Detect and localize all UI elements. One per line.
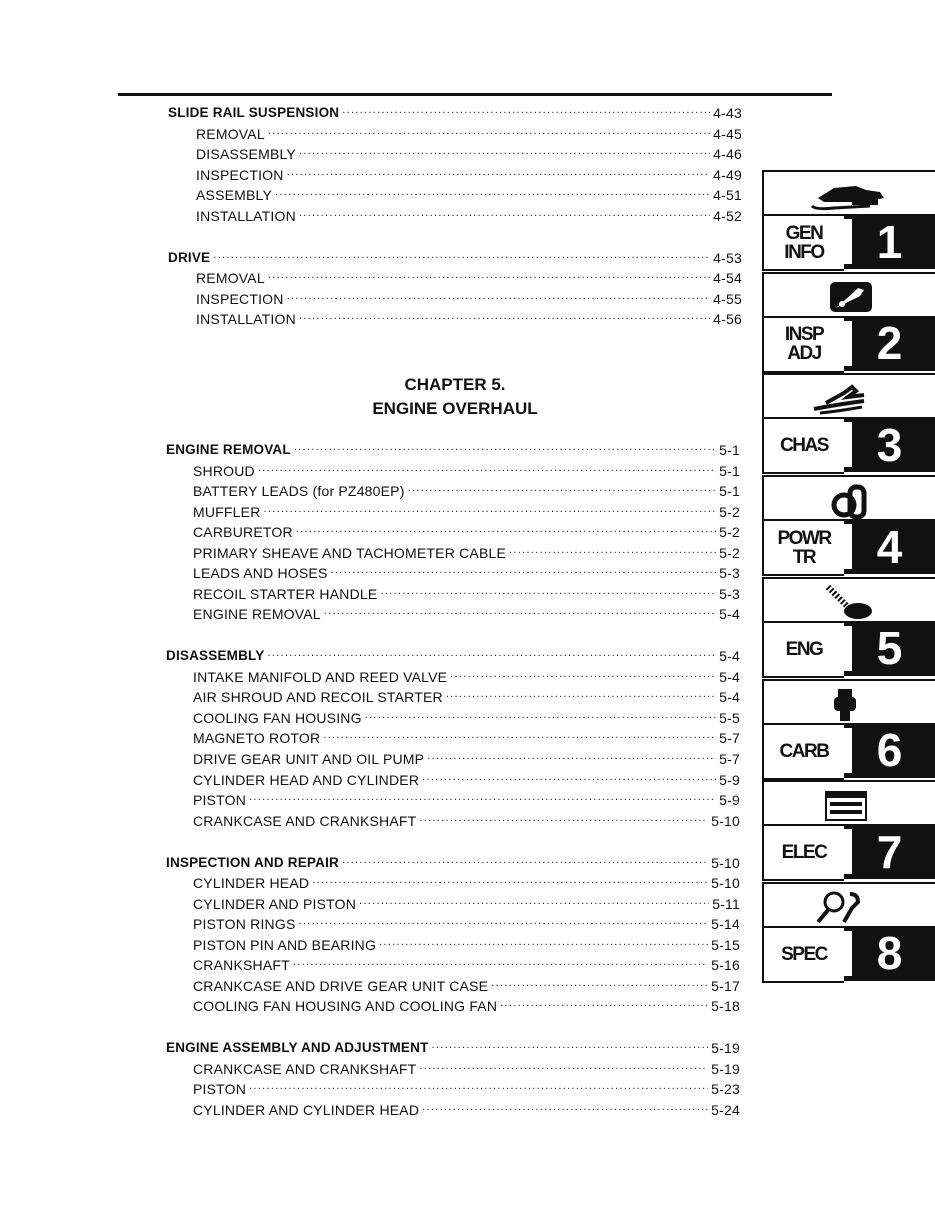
toc-entry-page: 4-46 bbox=[713, 146, 742, 163]
toc-entry-label: COOLING FAN HOUSING bbox=[193, 709, 362, 726]
toc-entry[interactable] bbox=[193, 462, 740, 480]
toc-entry[interactable] bbox=[193, 812, 740, 830]
toc-entry-label: CYLINDER HEAD bbox=[193, 875, 310, 892]
toc-entry-label: INSTALLATION bbox=[196, 311, 296, 328]
toc-entry-label: PISTON bbox=[193, 792, 247, 809]
chapter-tab-8[interactable] bbox=[762, 882, 935, 979]
tab-icon-box bbox=[762, 577, 935, 623]
dot-leader bbox=[427, 747, 716, 765]
tab-number: 2 bbox=[876, 317, 903, 370]
tab-label-line2: INFO bbox=[784, 241, 824, 263]
toc-entry-page: 5-2 bbox=[719, 524, 740, 541]
toc-entry-page: 5-4 bbox=[719, 689, 740, 706]
toc-entry[interactable] bbox=[196, 145, 742, 163]
tab-number-box bbox=[844, 417, 935, 472]
toc-entry[interactable] bbox=[193, 915, 740, 933]
dot-leader bbox=[509, 541, 716, 559]
toc-entry[interactable] bbox=[193, 977, 740, 995]
toc-entry[interactable] bbox=[193, 936, 740, 954]
toc-entry[interactable] bbox=[193, 1101, 740, 1119]
toc-entry-label: ENGINE REMOVAL bbox=[166, 442, 291, 457]
toc-entry-label: LEADS AND HOSES bbox=[193, 565, 328, 582]
dot-leader bbox=[324, 602, 716, 620]
dot-leader bbox=[419, 809, 708, 827]
chapter-tab-1[interactable] bbox=[762, 170, 935, 267]
toc-entry-label: CARBURETOR bbox=[193, 524, 293, 541]
dot-leader bbox=[296, 520, 716, 538]
tab-icon-box bbox=[762, 373, 935, 419]
tab-number-box bbox=[844, 824, 935, 879]
dot-leader bbox=[299, 912, 709, 930]
toc-entry-page: 4-45 bbox=[713, 125, 742, 142]
dot-leader bbox=[294, 438, 716, 456]
dot-leader bbox=[293, 953, 708, 971]
dot-leader bbox=[422, 768, 716, 786]
dot-leader bbox=[342, 101, 710, 119]
toc-entry[interactable] bbox=[193, 668, 740, 686]
tab-icon-box bbox=[762, 272, 935, 318]
dot-leader bbox=[323, 726, 716, 744]
tab-label bbox=[762, 316, 844, 373]
toc-entry-label: MAGNETO ROTOR bbox=[193, 730, 321, 747]
toc-entry[interactable] bbox=[196, 186, 742, 204]
tab-number: 4 bbox=[876, 520, 903, 573]
toc-entry-page: 5-7 bbox=[719, 730, 740, 747]
tab-icon-box bbox=[762, 475, 935, 521]
toc-entry-page: 5-1 bbox=[719, 462, 740, 479]
toc-entry-page: 5-3 bbox=[719, 585, 740, 602]
toc-entry-page: 5-9 bbox=[719, 771, 740, 788]
dot-leader bbox=[450, 665, 716, 683]
dot-leader bbox=[446, 685, 716, 703]
toc-entry-label: PISTON RINGS bbox=[193, 916, 296, 933]
dot-leader bbox=[342, 851, 708, 869]
tab-icon-box bbox=[762, 780, 935, 826]
dot-leader bbox=[365, 706, 716, 724]
toc-entry-label: INTAKE MANIFOLD AND REED VALVE bbox=[193, 668, 448, 685]
toc-entry[interactable] bbox=[196, 310, 742, 328]
dot-leader bbox=[299, 142, 710, 160]
tab-label-line1: ENG bbox=[785, 638, 823, 660]
toc-entry-page: 5-15 bbox=[711, 936, 740, 953]
toc-entry[interactable] bbox=[193, 750, 740, 768]
dot-leader bbox=[408, 479, 717, 497]
toc-entry-page: 5-5 bbox=[719, 709, 740, 726]
toc-entry-label: REMOVAL bbox=[196, 270, 265, 287]
toc-entry-page: 4-49 bbox=[713, 166, 742, 183]
tab-label-line1: POWR bbox=[777, 527, 831, 549]
toc-entry-page: 5-4 bbox=[719, 668, 740, 685]
toc-entry[interactable] bbox=[193, 523, 740, 541]
tab-number-box bbox=[844, 723, 935, 778]
dot-leader bbox=[258, 459, 716, 477]
toc-entry-label: INSPECTION bbox=[196, 166, 284, 183]
tab-label bbox=[762, 417, 844, 474]
toc-entry-label: DISASSEMBLY bbox=[166, 648, 265, 664]
toc-entry-page: 5-3 bbox=[719, 565, 740, 582]
chapter-tab-7[interactable] bbox=[762, 780, 935, 877]
toc-entry-label: CYLINDER AND CYLINDER HEAD bbox=[193, 1101, 420, 1118]
dot-leader bbox=[299, 204, 710, 222]
toc-entry-label: ENGINE REMOVAL bbox=[193, 606, 321, 623]
tab-number: 1 bbox=[876, 215, 903, 268]
toc-entry-page: 5-11 bbox=[712, 895, 740, 912]
toc-entry-label: RECOIL STARTER HANDLE bbox=[193, 585, 378, 602]
toc-entry-label: INSPECTION AND REPAIR bbox=[166, 854, 339, 870]
toc-entry[interactable] bbox=[193, 874, 740, 892]
toc-entry[interactable] bbox=[193, 956, 740, 974]
toc-entry-label: DRIVE bbox=[168, 249, 211, 265]
toc-entry[interactable] bbox=[193, 605, 740, 623]
dot-leader bbox=[268, 122, 710, 140]
toc-entry-label: CYLINDER AND PISTON bbox=[193, 895, 357, 912]
toc-entry[interactable] bbox=[193, 1060, 740, 1078]
toc-entry-label: CRANKSHAFT bbox=[193, 957, 290, 974]
toc-entry[interactable] bbox=[196, 290, 742, 308]
tab-number: 7 bbox=[876, 825, 903, 878]
toc-entry-label: CRANKCASE AND DRIVE GEAR UNIT CASE bbox=[193, 977, 489, 994]
toc-entry[interactable] bbox=[193, 709, 740, 727]
dot-leader bbox=[359, 892, 709, 910]
tab-label-line1: CHAS bbox=[780, 435, 828, 457]
toc-entry[interactable] bbox=[193, 729, 740, 747]
toc-entry-page: 5-24 bbox=[711, 1101, 740, 1118]
toc-entry[interactable] bbox=[193, 895, 740, 913]
toc-entry-label: SLIDE RAIL SUSPENSION bbox=[168, 105, 340, 120]
dot-leader bbox=[380, 582, 716, 600]
toc-entry-label: PISTON bbox=[193, 1081, 247, 1098]
chapter-tab-3[interactable] bbox=[762, 373, 935, 470]
toc-entry-page: 5-4 bbox=[719, 606, 740, 623]
toc-entry-page: 5-2 bbox=[719, 544, 740, 561]
toc-section-heading[interactable] bbox=[166, 647, 740, 665]
tab-icon-box bbox=[762, 170, 935, 216]
dot-leader bbox=[312, 871, 708, 889]
toc-entry-page: 4-43 bbox=[713, 105, 742, 121]
dot-leader bbox=[419, 1057, 708, 1075]
toc-entry-page: 5-14 bbox=[711, 916, 740, 933]
dot-leader bbox=[275, 183, 710, 201]
toc-section-heading[interactable] bbox=[166, 854, 740, 872]
toc-section-heading[interactable] bbox=[166, 441, 740, 459]
dot-leader bbox=[249, 788, 716, 806]
tab-label bbox=[762, 519, 844, 576]
toc-entry-page: 5-19 bbox=[711, 1040, 740, 1057]
toc-entry-page: 4-51 bbox=[713, 187, 742, 204]
toc-entry-label: CRANKCASE AND CRANKSHAFT bbox=[193, 1060, 417, 1077]
tab-number-box bbox=[844, 621, 935, 676]
tab-number-box bbox=[844, 316, 935, 371]
tab-label bbox=[762, 926, 844, 983]
toc-entry[interactable] bbox=[196, 166, 742, 184]
toc-entry-page: 5-19 bbox=[711, 1060, 740, 1077]
tab-icon-box bbox=[762, 679, 935, 725]
toc-entry-page: 4-55 bbox=[713, 290, 742, 307]
toc-entry-page: 4-52 bbox=[713, 208, 742, 224]
toc-entry[interactable] bbox=[196, 269, 742, 287]
toc-section-heading[interactable] bbox=[168, 104, 742, 122]
dot-leader bbox=[264, 500, 717, 518]
toc-entry-page: 5-1 bbox=[719, 442, 740, 458]
toc-entry-page: 5-23 bbox=[711, 1081, 740, 1098]
toc-entry-label: INSTALLATION bbox=[196, 208, 296, 224]
dot-leader bbox=[287, 163, 711, 181]
toc-entry-label: MUFFLER bbox=[193, 503, 261, 520]
toc-entry-label: COOLING FAN HOUSING AND COOLING FAN bbox=[193, 998, 498, 1015]
dot-leader bbox=[379, 933, 708, 951]
toc-section-heading[interactable] bbox=[168, 249, 742, 267]
tab-label-line1: SPEC bbox=[781, 943, 827, 965]
chapter-number: CHAPTER 5. bbox=[404, 375, 506, 394]
toc-entry[interactable] bbox=[193, 544, 740, 562]
toc-entry[interactable] bbox=[193, 997, 740, 1015]
toc-entry-label: BATTERY LEADS (for PZ480EP) bbox=[193, 483, 405, 500]
dot-leader bbox=[491, 974, 708, 992]
toc-entry-label: DISASSEMBLY bbox=[196, 146, 296, 163]
dot-leader bbox=[287, 287, 711, 305]
tab-number: 6 bbox=[876, 724, 903, 776]
dot-leader bbox=[267, 644, 716, 662]
chapter-tab-6[interactable] bbox=[762, 679, 935, 776]
toc-section-heading[interactable] bbox=[166, 1039, 740, 1057]
tab-label bbox=[762, 723, 844, 780]
toc-entry-label: AIR SHROUD AND RECOIL STARTER bbox=[193, 689, 443, 706]
dot-leader bbox=[213, 246, 710, 264]
tab-label-line1: ELEC bbox=[781, 842, 827, 864]
toc-entry-label: REMOVAL bbox=[196, 125, 265, 142]
toc-entry-page: 5-10 bbox=[711, 812, 740, 829]
toc-entry-label: CRANKCASE AND CRANKSHAFT bbox=[193, 812, 417, 829]
toc-entry-label: ASSEMBLY bbox=[196, 187, 273, 204]
dot-leader bbox=[249, 1077, 708, 1095]
dot-leader bbox=[268, 266, 710, 284]
toc-entry[interactable] bbox=[193, 688, 740, 706]
toc-entry-label: ENGINE ASSEMBLY AND ADJUSTMENT bbox=[166, 1040, 429, 1056]
toc-entry-page: 5-10 bbox=[711, 875, 740, 892]
header-rule bbox=[118, 93, 832, 96]
toc-entry-page: 5-1 bbox=[719, 483, 740, 500]
toc-entry[interactable] bbox=[193, 771, 740, 789]
toc-entry[interactable] bbox=[193, 482, 740, 500]
toc-entry[interactable] bbox=[193, 1080, 740, 1098]
tab-number-box bbox=[844, 214, 935, 269]
toc-entry-page: 4-54 bbox=[713, 270, 742, 287]
chapter-tab-4[interactable] bbox=[762, 475, 935, 572]
toc-entry-page: 4-53 bbox=[713, 249, 742, 266]
tab-label-line1: CARB bbox=[779, 740, 829, 762]
toc-entry-page: 5-7 bbox=[719, 751, 740, 767]
toc-entry-label: INSPECTION bbox=[196, 290, 284, 307]
toc-entry-page: 4-56 bbox=[713, 311, 742, 328]
toc-entry-label: DRIVE GEAR UNIT AND OIL PUMP bbox=[193, 751, 425, 767]
toc-entry-page: 5-10 bbox=[711, 854, 740, 871]
toc-entry-page: 5-4 bbox=[719, 648, 740, 665]
toc-entry-page: 5-17 bbox=[711, 977, 740, 994]
tab-number: 3 bbox=[876, 418, 903, 471]
toc-entry-label: PRIMARY SHEAVE AND TACHOMETER CABLE bbox=[193, 544, 507, 561]
toc-entry[interactable] bbox=[193, 791, 740, 809]
tab-number: 5 bbox=[876, 622, 903, 675]
toc-entry-page: 5-16 bbox=[711, 957, 740, 974]
tab-number: 8 bbox=[876, 927, 903, 980]
tab-label bbox=[762, 621, 844, 678]
toc-entry-label: CYLINDER HEAD AND CYLINDER bbox=[193, 771, 420, 788]
tab-label-line2: TR bbox=[792, 546, 816, 568]
toc-entry[interactable] bbox=[196, 125, 742, 143]
toc-entry-label: PISTON PIN AND BEARING bbox=[193, 936, 377, 953]
tab-label-line1: INSP bbox=[784, 324, 824, 346]
tab-icon-box bbox=[762, 882, 935, 928]
tab-label bbox=[762, 214, 844, 271]
toc-entry[interactable] bbox=[193, 585, 740, 603]
chapter-title: ENGINE OVERHAUL bbox=[372, 399, 538, 418]
dot-leader bbox=[331, 561, 717, 579]
toc-entry-label: SHROUD bbox=[193, 462, 255, 479]
toc-entry[interactable] bbox=[193, 503, 740, 521]
toc-entry-page: 5-2 bbox=[719, 503, 740, 520]
toc-entry[interactable] bbox=[196, 207, 742, 225]
toc-entry[interactable] bbox=[193, 564, 740, 582]
dot-leader bbox=[299, 307, 710, 325]
tab-label-line2: ADJ bbox=[787, 343, 821, 365]
tab-number-box bbox=[844, 519, 935, 574]
dot-leader bbox=[432, 1036, 709, 1054]
dot-leader bbox=[500, 994, 708, 1012]
chapter-tab-5[interactable] bbox=[762, 577, 935, 674]
tab-number-box bbox=[844, 926, 935, 981]
toc-entry-page: 5-9 bbox=[719, 792, 740, 809]
tab-label bbox=[762, 824, 844, 881]
dot-leader bbox=[422, 1098, 708, 1116]
chapter-tab-2[interactable] bbox=[762, 272, 935, 369]
toc-entry-page: 5-18 bbox=[711, 998, 740, 1015]
tab-label-line1: GEN bbox=[785, 222, 823, 244]
